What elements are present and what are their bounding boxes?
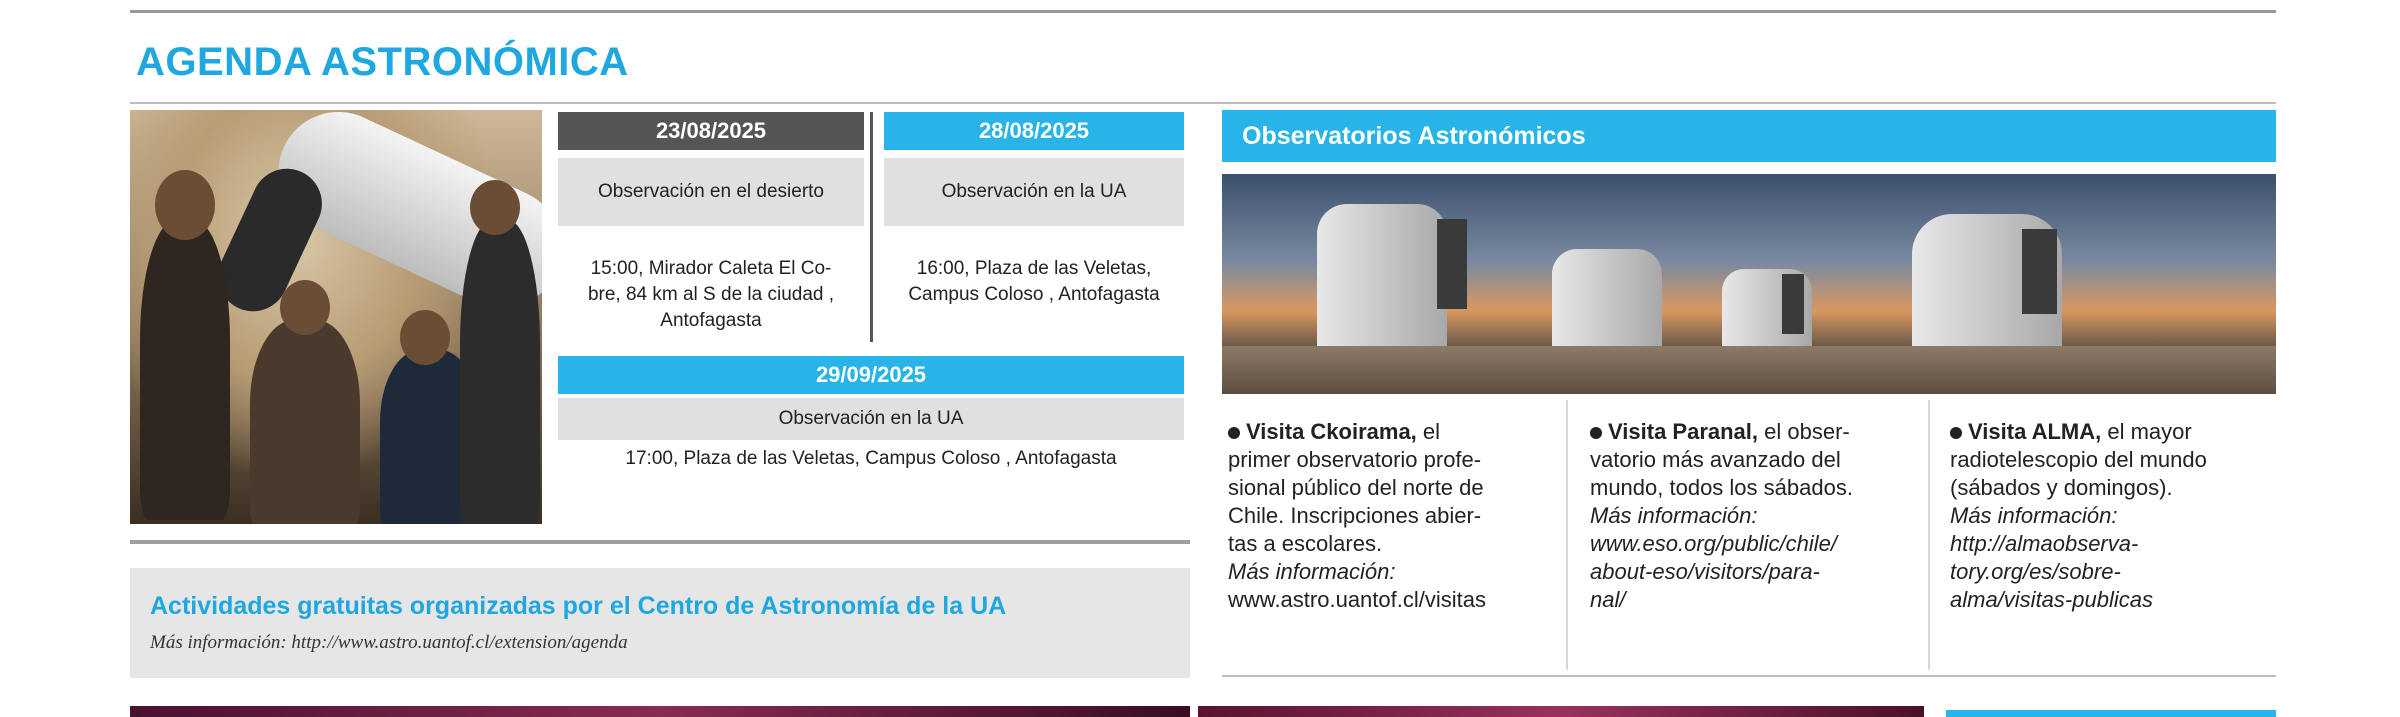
person-figure bbox=[250, 320, 360, 524]
visit-name: Visita ALMA, bbox=[1968, 419, 2102, 444]
telescope-building-door bbox=[1437, 219, 1467, 309]
visit-name: Visita Paranal, bbox=[1608, 419, 1759, 444]
visit-url: http://almaobserva- bbox=[1950, 531, 2139, 556]
event-detail-line: 16:00, Plaza de las Veletas, bbox=[916, 258, 1152, 279]
visit-text: (sábados y domingos). bbox=[1950, 475, 2173, 500]
visit-paranal bbox=[1590, 418, 1920, 614]
event-card-3 bbox=[558, 356, 1184, 472]
free-activities-title: Actividades gratuitas organizadas por el Centro de Astronomía de la UA bbox=[150, 592, 1007, 620]
bottom-photo-strip bbox=[1198, 706, 1924, 717]
visit-line bbox=[1228, 418, 1558, 446]
person-head bbox=[280, 280, 330, 335]
event-details bbox=[558, 256, 864, 334]
visit-alma bbox=[1950, 418, 2270, 614]
visit-text: el obser- bbox=[1764, 419, 1850, 444]
visit-text: primer observatorio profe- bbox=[1228, 447, 1482, 472]
person-head bbox=[400, 310, 450, 365]
bullet-icon bbox=[1950, 427, 1962, 439]
event-detail-line: 15:00, Mirador Caleta El Co- bbox=[590, 258, 832, 279]
bottom-rule bbox=[1222, 675, 2276, 677]
bullet-icon bbox=[1590, 427, 1602, 439]
person-head bbox=[470, 180, 520, 235]
visit-text: vatorio más avanzado del bbox=[1590, 447, 1841, 472]
visit-text: el mayor bbox=[2107, 419, 2192, 444]
event-detail-line: Campus Coloso , Antofagasta bbox=[908, 284, 1160, 305]
visit-line bbox=[1590, 418, 1920, 446]
event-detail-line: bre, 84 km al S de la ciudad , bbox=[587, 284, 835, 305]
column-separator bbox=[1928, 400, 1930, 670]
top-rule bbox=[130, 10, 2276, 13]
observatories-photo bbox=[1222, 174, 2276, 394]
more-info-label: Más información: bbox=[1950, 503, 2118, 528]
telescope-building bbox=[1317, 204, 1447, 349]
event-details bbox=[884, 256, 1184, 308]
visit-name: Visita Ckoirama, bbox=[1246, 419, 1417, 444]
more-info-label: Más información: bbox=[1590, 503, 1758, 528]
visit-url: www.astro.uantof.cl/visitas bbox=[1228, 587, 1486, 612]
event-detail-line: Antofagasta bbox=[660, 310, 762, 331]
section-title: AGENDA ASTRONÓMICA bbox=[136, 40, 629, 84]
more-info-label: Más información: bbox=[1228, 559, 1396, 584]
event-title: Observación en la UA bbox=[884, 158, 1184, 226]
visit-url: about-eso/visitors/para- bbox=[1590, 559, 1820, 584]
visit-ckoirama bbox=[1228, 418, 1558, 614]
visit-text: Chile. Inscripciones abier- bbox=[1228, 503, 1482, 528]
person-figure bbox=[460, 220, 540, 524]
event-date: 28/08/2025 bbox=[884, 112, 1184, 150]
telescope-building-door bbox=[2022, 229, 2057, 314]
visit-url: tory.org/es/sobre- bbox=[1950, 559, 2121, 584]
event-date: 29/09/2025 bbox=[558, 356, 1184, 394]
observatories-heading: Observatorios Astronómicos bbox=[1222, 110, 2276, 162]
event-card-2 bbox=[884, 112, 1184, 308]
event-title: Observación en el desierto bbox=[558, 158, 864, 226]
visit-url: www.eso.org/public/chile/ bbox=[1590, 531, 1838, 556]
ground bbox=[1222, 346, 2276, 394]
telescope-photo bbox=[130, 110, 542, 524]
visit-text: el bbox=[1422, 419, 1441, 444]
event-card-1 bbox=[558, 112, 864, 334]
visit-text: mundo, todos los sábados. bbox=[1590, 475, 1853, 500]
event-date: 23/08/2025 bbox=[558, 112, 864, 150]
visit-text: tas a escolares. bbox=[1228, 531, 1383, 556]
bullet-icon bbox=[1228, 427, 1240, 439]
visit-text: sional público del norte de bbox=[1228, 475, 1484, 500]
lower-rule bbox=[130, 540, 1190, 544]
person-head bbox=[155, 170, 215, 240]
bottom-blue-bar bbox=[1946, 710, 2276, 717]
telescope-building-door bbox=[1782, 274, 1804, 334]
person-figure bbox=[140, 220, 230, 520]
telescope-building bbox=[1552, 249, 1662, 349]
section-divider bbox=[130, 102, 2276, 104]
visit-url: nal/ bbox=[1590, 587, 1626, 612]
event-detail-line: 17:00, Plaza de las Veletas, Campus Coloso , Antofagasta bbox=[625, 448, 1117, 469]
event-separator bbox=[870, 112, 873, 342]
visit-line bbox=[1950, 418, 2270, 446]
column-separator bbox=[1566, 400, 1568, 670]
visit-text: radiotelescopio del mundo bbox=[1950, 447, 2207, 472]
free-activities-box bbox=[130, 568, 1190, 678]
bottom-photo-strip bbox=[130, 706, 1190, 717]
free-activities-info: Más información: http://www.astro.uantof.cl/extension/agenda bbox=[150, 632, 628, 653]
event-title: Observación en la UA bbox=[558, 398, 1184, 440]
event-details bbox=[558, 446, 1184, 472]
visit-url: alma/visitas-publicas bbox=[1950, 587, 2153, 612]
